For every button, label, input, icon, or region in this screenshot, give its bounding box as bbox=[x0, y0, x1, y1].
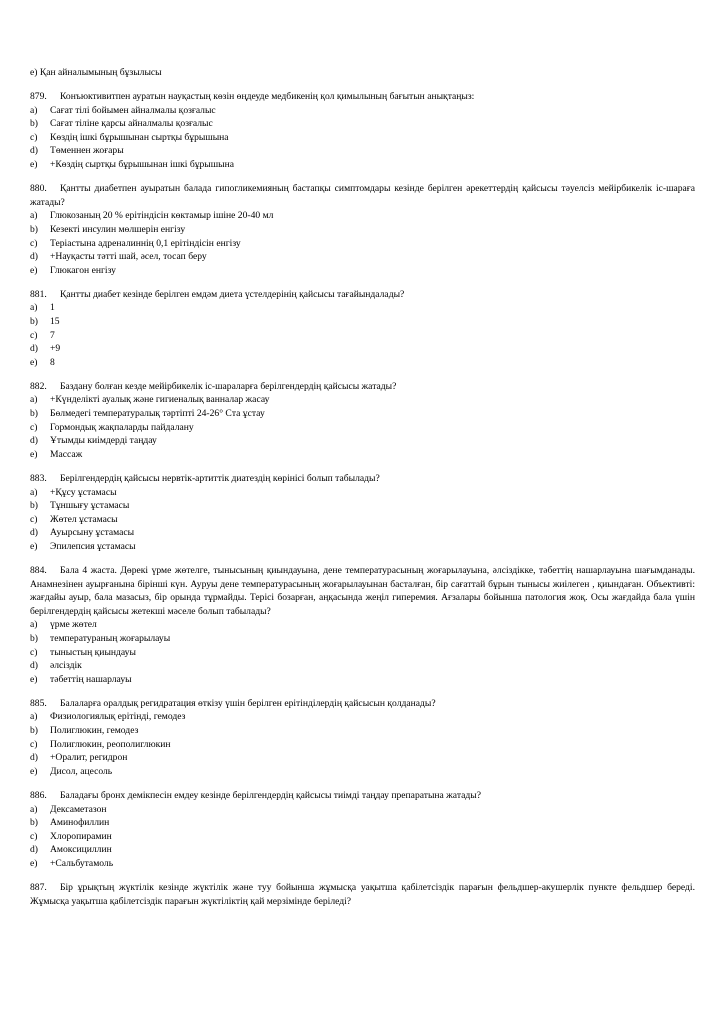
option-text: Кезекті инсулин мөлшерін енгізу bbox=[50, 223, 186, 235]
option-text: 7 bbox=[50, 329, 55, 341]
option-text: 15 bbox=[50, 316, 60, 327]
option-letter: a) bbox=[30, 104, 38, 116]
option-text: Физиологиялық ерітінді, гемодез bbox=[50, 711, 186, 723]
question-block bbox=[30, 472, 695, 554]
option-text: Гормондық жақпаларды пайдалану bbox=[50, 421, 194, 433]
answer-option bbox=[30, 434, 695, 448]
option-letter: e) bbox=[30, 264, 38, 276]
option-text: Полиглюкин, гемодез bbox=[50, 725, 139, 737]
question-text bbox=[30, 564, 695, 618]
question-body: Конъюктивитпен ауратын науқастың көзін өңдеуде медбикенің қол қимылының бағытын анықтаңыз: bbox=[60, 91, 475, 103]
option-letter: d) bbox=[30, 527, 38, 539]
option-letter: b) bbox=[30, 223, 38, 235]
question-number: 883. bbox=[30, 472, 47, 484]
option-letter: d) bbox=[30, 752, 38, 764]
answer-option bbox=[30, 237, 695, 251]
answer-option bbox=[30, 751, 695, 765]
option-text: Глюкозаның 20 % ерітіндісін көктамыр ішіне 20-40 мл bbox=[50, 210, 274, 222]
question-text bbox=[30, 288, 695, 302]
question-body: Баладағы бронх демікпесін емдеу кезінде берілгендердің қайсысы тиімді таңдау препаратына жатады? bbox=[60, 789, 481, 801]
top-line: e) Қан айналымының бұзылысы bbox=[30, 67, 162, 78]
option-text: +Көздің сыртқы бұрышынан ішкі бұрышына bbox=[50, 159, 234, 171]
answer-option bbox=[30, 499, 695, 513]
option-text: Хлоропирамин bbox=[50, 830, 112, 842]
answer-option bbox=[30, 315, 695, 329]
answer-option bbox=[30, 209, 695, 223]
option-letter: b) bbox=[30, 725, 38, 737]
answer-option bbox=[30, 830, 695, 844]
question-body: Бала 4 жаста. Дөрекі үрме жөтелге, тыныcының қиындауына, дене температурасының жоғарылауына, әлсіздікке, тәбеттің нашарлауына шағымданады. Анамнезінен ауырғанына бірінші күн. Ауруы дене температурасының жоғарылауынан басталған, бір сағаттай бұрын тынысы жиілеген , қиындаған. Объективті: жағдайы ауыр, бала мазасыз, бір орында тұрмайды. Терісі бозарған, аңқасында жеңіл гиперемия. Ағзалары бойынша патология жоқ. Осы жағдайда бала үшін берілгендердің қайсысы жетекші мәселе болып табылады? bbox=[30, 565, 695, 617]
option-letter: e) bbox=[30, 540, 38, 552]
answer-option bbox=[30, 301, 695, 315]
answer-option bbox=[30, 104, 695, 118]
question-number: 882. bbox=[30, 380, 47, 392]
question-text bbox=[30, 789, 695, 803]
option-letter: e) bbox=[30, 448, 38, 460]
question-number: 886. bbox=[30, 789, 47, 801]
question-text bbox=[30, 881, 695, 908]
question-list bbox=[30, 90, 695, 908]
option-text: Дексаметазон bbox=[50, 803, 107, 815]
question-block bbox=[30, 789, 695, 871]
option-text: Теріастына адреналиннің 0,1 ерітіндісін енгізу bbox=[50, 237, 241, 249]
question-number: 880. bbox=[30, 183, 47, 195]
answer-option bbox=[30, 144, 695, 158]
option-letter: e) bbox=[30, 673, 38, 685]
question-block bbox=[30, 182, 695, 277]
question-block bbox=[30, 380, 695, 462]
option-text: Ұтымды киімдерді таңдау bbox=[50, 435, 157, 447]
option-letter: b) bbox=[30, 500, 38, 512]
answer-option bbox=[30, 329, 695, 343]
answer-option bbox=[30, 857, 695, 871]
question-block bbox=[30, 288, 695, 370]
option-letter: c) bbox=[30, 830, 38, 842]
answer-option bbox=[30, 223, 695, 237]
option-text: тәбеттің нашарлауы bbox=[50, 673, 132, 685]
answer-option bbox=[30, 407, 695, 421]
option-text: Сағат тіліне қарсы айналмалы қозғалыс bbox=[50, 118, 213, 130]
option-letter: b) bbox=[30, 316, 38, 327]
option-letter: a) bbox=[30, 486, 38, 498]
option-text: Полиглюкин, реополиглюкин bbox=[50, 738, 171, 750]
option-letter: d) bbox=[30, 844, 38, 856]
option-text: Жөтел ұстамасы bbox=[50, 513, 118, 525]
option-letter: d) bbox=[30, 145, 38, 157]
answer-option bbox=[30, 540, 695, 554]
option-letter: d) bbox=[30, 435, 38, 447]
answer-option bbox=[30, 738, 695, 752]
option-letter: a) bbox=[30, 803, 38, 815]
option-letter: b) bbox=[30, 632, 38, 644]
option-text: әлсіздік bbox=[50, 660, 82, 672]
option-text: температураның жоғарылауы bbox=[50, 632, 171, 644]
answer-option bbox=[30, 448, 695, 462]
option-text: Тұншығу ұстамасы bbox=[50, 500, 130, 512]
answer-option bbox=[30, 673, 695, 687]
answer-option bbox=[30, 264, 695, 278]
answer-option bbox=[30, 710, 695, 724]
question-text bbox=[30, 90, 695, 104]
question-body: Берілгендердің қайсысы нервтік-артиттік диатездің көрінісі болып табылады? bbox=[60, 472, 380, 484]
option-letter: d) bbox=[30, 251, 38, 263]
answer-option bbox=[30, 356, 695, 370]
question-number: 887. bbox=[30, 881, 47, 893]
question-block bbox=[30, 881, 695, 908]
option-letter: b) bbox=[30, 118, 38, 130]
question-body: Қантты диабетпен ауыратын балада гипогликемияның бастапқы симптомдары кезінде берілген әрекеттердің қайсысы тәуелсіз мейірбикелік іс-шараға жатады? bbox=[30, 183, 695, 208]
option-letter: c) bbox=[30, 738, 38, 750]
answer-option bbox=[30, 513, 695, 527]
answer-option bbox=[30, 421, 695, 435]
answer-option bbox=[30, 803, 695, 817]
option-letter: c) bbox=[30, 131, 38, 143]
option-text: Төменнен жоғары bbox=[50, 145, 124, 157]
question-body: Бір ұрықтың жүктілік кезінде жүктілік және туу бойынша жұмысқа уақытша қабілетсіздік парағын фельдшер-акушерлік пункте фельдшер береді. Жұмысқа уақытша қабілетсіздік парағын жүктіліктің қай мерзімінде беріледі? bbox=[30, 881, 695, 907]
option-letter: d) bbox=[30, 343, 38, 355]
option-text: +Науқасты тәтті шай, әсел, тосап беру bbox=[50, 251, 207, 263]
option-text: Массаж bbox=[50, 448, 83, 460]
option-text: Бөлмедегі температуралық тәртіпті 24-26° Cта ұстау bbox=[50, 408, 265, 420]
option-text: Аминофиллин bbox=[50, 817, 110, 829]
option-letter: e) bbox=[30, 857, 38, 869]
option-letter: b) bbox=[30, 408, 38, 420]
option-text: +Күнделікті ауалық және гигиеналық ванналар жасау bbox=[50, 394, 270, 406]
answer-option bbox=[30, 659, 695, 673]
question-block bbox=[30, 90, 695, 172]
option-letter: a) bbox=[30, 302, 38, 314]
option-letter: b) bbox=[30, 817, 38, 829]
question-text bbox=[30, 697, 695, 711]
answer-option bbox=[30, 131, 695, 145]
option-text: 1 bbox=[50, 302, 55, 314]
option-text: Глюкагон енгізу bbox=[50, 264, 116, 276]
option-text: Эпилепсия ұстамасы bbox=[50, 540, 136, 552]
option-text: үрме жөтел bbox=[50, 619, 97, 631]
answer-option bbox=[30, 393, 695, 407]
answer-option bbox=[30, 342, 695, 356]
option-text: Көздің ішкі бұрышынан сыртқы бұрышына bbox=[50, 131, 229, 143]
option-text: Дисол, ацесоль bbox=[50, 765, 113, 777]
option-letter: c) bbox=[30, 513, 38, 525]
question-text bbox=[30, 380, 695, 394]
option-text: Ауырсыну ұстамасы bbox=[50, 527, 135, 539]
document-body bbox=[30, 66, 695, 908]
question-block bbox=[30, 564, 695, 686]
option-letter: a) bbox=[30, 711, 38, 723]
answer-option bbox=[30, 843, 695, 857]
option-text: Амоксициллин bbox=[50, 844, 112, 856]
question-body: Қантты диабет кезінде берілген емдәм диета үстелдерінің қайсысы тағайындалады? bbox=[60, 288, 405, 300]
question-number: 885. bbox=[30, 697, 47, 709]
option-text: Сағат тілі бойымен айналмалы қозғалыс bbox=[50, 104, 216, 116]
option-letter: c) bbox=[30, 237, 38, 249]
option-text: тыныстың қиындауы bbox=[50, 646, 136, 658]
answer-option bbox=[30, 765, 695, 779]
answer-option bbox=[30, 816, 695, 830]
option-letter: c) bbox=[30, 646, 38, 658]
option-text: +Сальбутамоль bbox=[50, 857, 114, 869]
option-text: +Құсу ұстамасы bbox=[50, 486, 117, 498]
answer-option bbox=[30, 618, 695, 632]
question-number: 881. bbox=[30, 288, 47, 300]
answer-option bbox=[30, 646, 695, 660]
question-number: 879. bbox=[30, 91, 47, 103]
question-number: 884. bbox=[30, 565, 47, 576]
option-letter: c) bbox=[30, 329, 38, 341]
option-text: +Оралит, регидрон bbox=[50, 752, 128, 764]
question-body: Балаларға оралдық регидратация өткізу үшін берілген ерітінділердің қайсысын қолданады? bbox=[60, 697, 436, 709]
answer-option bbox=[30, 117, 695, 131]
answer-option bbox=[30, 250, 695, 264]
option-letter: a) bbox=[30, 394, 38, 406]
option-letter: a) bbox=[30, 619, 38, 631]
option-text: +9 bbox=[50, 343, 61, 355]
answer-option bbox=[30, 158, 695, 172]
option-letter: a) bbox=[30, 210, 38, 222]
option-letter: e) bbox=[30, 159, 38, 171]
question-text bbox=[30, 182, 695, 209]
question-block bbox=[30, 697, 695, 779]
option-text: 8 bbox=[50, 356, 55, 368]
answer-option bbox=[30, 632, 695, 646]
answer-option bbox=[30, 486, 695, 500]
question-text bbox=[30, 472, 695, 486]
option-letter: d) bbox=[30, 660, 38, 672]
option-letter: e) bbox=[30, 356, 38, 368]
option-letter: c) bbox=[30, 421, 38, 433]
answer-option bbox=[30, 724, 695, 738]
question-body: Баздану болған кезде мейірбикелік іс-шараларға берілгендердің қайсысы жатады? bbox=[60, 380, 397, 392]
option-letter: e) bbox=[30, 765, 38, 777]
answer-option bbox=[30, 526, 695, 540]
